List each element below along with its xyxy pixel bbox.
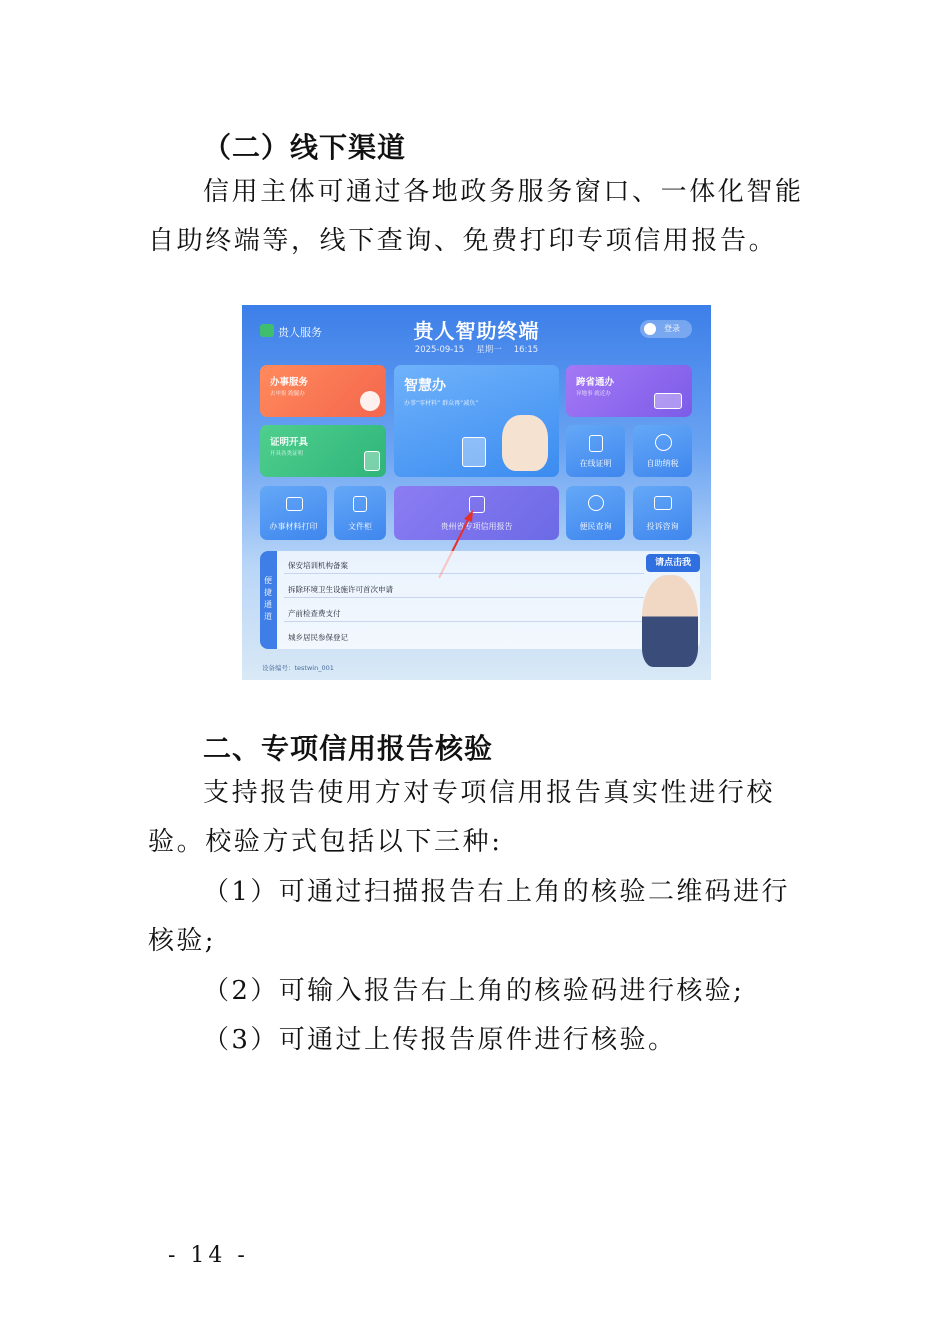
tile-bianmin[interactable] [566, 486, 625, 540]
tile-zhengming[interactable] [260, 425, 386, 477]
quick-channel-bar [260, 551, 277, 649]
chat-icon [654, 496, 672, 510]
kiosk-brand: 贵人服务 [278, 326, 322, 339]
tile-zhengming-title: 证明开具 [270, 437, 309, 448]
kiosk-screenshot [242, 305, 711, 680]
divider [284, 597, 644, 598]
tile-banshi[interactable] [260, 365, 386, 417]
tile-xinyong-label: 贵州省专项信用报告 [440, 522, 513, 531]
tile-kuasheng-sub: 异地事 就近办 [576, 391, 611, 397]
certificate-icon [589, 435, 603, 452]
bar-char: 道 [264, 612, 272, 621]
offline-paragraph: 信用主体可通过各地政务服务窗口、一体化智能自助终端等，线下查询、免费打印专项信用报告。 [148, 177, 804, 256]
map-icon [654, 393, 682, 409]
divider [284, 621, 644, 622]
tile-tousu-label: 投诉咨询 [646, 522, 679, 531]
page-number: - 14 - [168, 1243, 249, 1268]
quick-item[interactable]: 城乡居民参保登记 [288, 633, 348, 642]
printer-icon [286, 497, 303, 511]
kiosk-weekday: 星期一 [476, 345, 502, 355]
device-number: 设备编号：testwin_001 [262, 664, 334, 672]
login-button[interactable] [640, 320, 692, 338]
tile-dayin[interactable] [260, 486, 327, 540]
kiosk-time: 16:15 [513, 345, 539, 355]
click-me-button[interactable]: 请点击我 [646, 554, 700, 572]
person-icon [360, 391, 380, 411]
user-icon [644, 323, 656, 335]
quick-item[interactable]: 拆除环境卫生设施许可首次申请 [288, 585, 393, 594]
upload-icon [655, 434, 672, 451]
divider [284, 573, 644, 574]
tile-zaixian-label: 在线证明 [579, 459, 612, 468]
tile-zhihui[interactable] [394, 365, 559, 477]
bar-char: 捷 [264, 588, 272, 597]
tile-zizhu[interactable] [633, 425, 692, 477]
tile-wenjian-label: 文件柜 [348, 522, 372, 531]
kiosk-title: 贵人智助终端 [413, 319, 540, 343]
tile-zaixian[interactable] [566, 425, 625, 477]
verify-item-2: （2）可输入报告右上角的核验码进行核验; [203, 976, 745, 1006]
quick-item[interactable]: 保安培训机构备案 [288, 561, 348, 570]
kiosk-datetime [242, 343, 711, 355]
verify-item-3: （3）可通过上传报告原件进行核验。 [203, 1025, 677, 1055]
tile-banshi-title: 办事服务 [270, 377, 309, 388]
certificate-icon [364, 451, 380, 471]
document-icon [462, 437, 486, 467]
tile-zhihui-sub: 办事“零材料” 群众再“减负” [404, 400, 479, 407]
mascot-icon [502, 415, 548, 471]
robot-mascot-icon [642, 575, 698, 667]
kiosk-date: 2025-09-15 [414, 345, 465, 355]
tile-wenjian[interactable] [334, 486, 386, 540]
tile-zhengming-sub: 开具各类证明 [270, 451, 304, 457]
quick-channel-panel [260, 551, 700, 649]
tile-tousu[interactable] [633, 486, 692, 540]
tile-bianmin-label: 便民查询 [579, 522, 612, 531]
search-icon [588, 495, 604, 511]
tile-kuasheng[interactable] [566, 365, 692, 417]
bar-char: 便 [264, 576, 272, 585]
bar-char: 通 [264, 600, 272, 609]
section-heading-verify: 二、专项信用报告核验 [203, 732, 494, 765]
cabinet-icon [353, 496, 367, 512]
verify-paragraph: 支持报告使用方对专项信用报告真实性进行校验。校验方式包括以下三种: [148, 778, 776, 857]
tile-banshi-sub: 去申报 跑腿办 [270, 391, 305, 397]
tile-zhihui-title: 智慧办 [404, 378, 446, 394]
tile-dayin-label: 办事材料打印 [269, 522, 318, 531]
tile-zizhu-label: 自助纳税 [646, 459, 679, 468]
login-label: 登录 [664, 324, 680, 333]
section-heading-offline: （二）线下渠道 [203, 131, 407, 164]
quick-item[interactable]: 产前检查费支付 [288, 609, 341, 618]
verify-item-1: （1）可通过扫描报告右上角的核验二维码进行核验; [148, 877, 790, 956]
tile-kuasheng-title: 跨省通办 [576, 377, 615, 388]
